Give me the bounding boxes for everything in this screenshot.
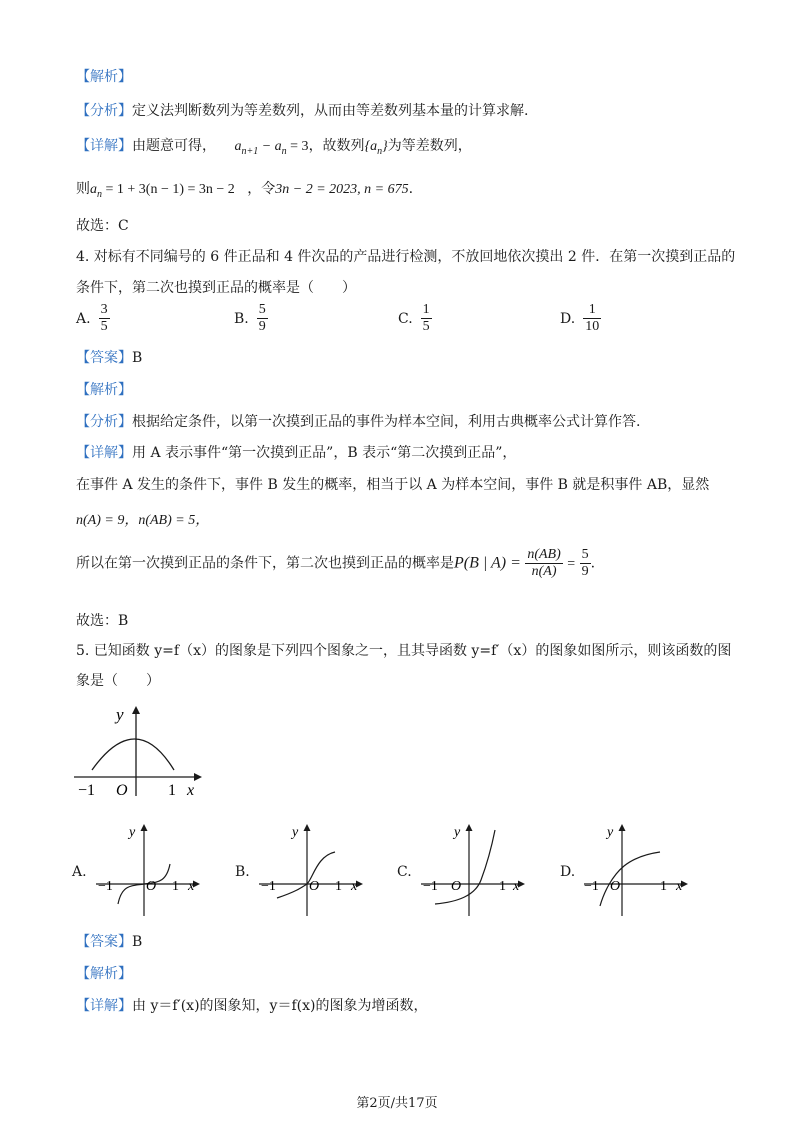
option-label: B. <box>234 310 249 327</box>
q4-detail <box>76 442 516 462</box>
q5-option-b-label: B. <box>235 864 250 880</box>
tick-one: 1 <box>335 879 342 894</box>
y-axis-arrow <box>132 706 140 714</box>
q4-analysis <box>76 411 640 431</box>
origin-label: O <box>309 879 320 894</box>
y-label: y <box>129 825 136 840</box>
x-label: x <box>351 879 358 894</box>
tick-neg-one: −1 <box>423 879 438 894</box>
option-fraction: $\frac{1}{10}$ <box>585 302 600 334</box>
formula-line <box>76 178 413 200</box>
q5-option-c-label: C. <box>397 864 412 880</box>
detail-text-2: ，故数列 <box>308 138 365 154</box>
conditional-probability: P(B | A) = <box>454 554 521 572</box>
y-label: y <box>607 825 614 840</box>
tick-neg-one: −1 <box>98 879 113 894</box>
probability-fraction: $\frac{n(AB)}{n(A)}$ <box>527 547 561 579</box>
analysis-text: 定义法判断数列为等差数列，从而由等差数列基本量的计算求解. <box>132 103 529 119</box>
detail-text: 由 y＝f′(x)的图象知，y＝f(x)的图象为增函数， <box>132 998 428 1014</box>
q4-detail-line3: n(A) = 9，n(AB) = 5， <box>76 513 210 528</box>
option-fraction: $\frac{5}{9}$ <box>258 302 266 334</box>
origin-label: O <box>116 782 128 799</box>
y-axis-arrow <box>304 824 311 831</box>
q4-option-b <box>234 302 268 335</box>
formula-prefix: 则 <box>76 181 90 197</box>
detail-text: 用 A 表示事件“第一次摸到正品”，B 表示“第二次摸到正品”， <box>132 445 517 461</box>
tag-detail: 【详解】 <box>76 998 132 1014</box>
origin-label: O <box>451 879 462 894</box>
general-term-formula: $a_n = 1 + 3(n - 1) = 3n - 2$ <box>90 182 235 200</box>
detail-text: 由题意可得， <box>132 138 216 154</box>
detail-text: 所以在第一次摸到正品的条件下，第二次也摸到正品的概率是 <box>76 555 454 572</box>
q4-stem-line2: 条件下，第二次也摸到正品的概率是（ ） <box>76 280 356 296</box>
sentence-end: . <box>590 555 596 572</box>
option-label: A. <box>76 310 91 327</box>
tag-detail: 【详解】 <box>76 445 132 461</box>
tick-neg-one: −1 <box>78 782 96 799</box>
option-b-graph <box>255 820 367 920</box>
solve-equation: 3n − 2 = 2023, n = 675 <box>275 182 409 197</box>
x-label: x <box>188 879 195 894</box>
q5-option-a-label: A. <box>72 864 87 880</box>
answer-value: B <box>132 934 143 950</box>
tag-analysis-sub: 【分析】 <box>76 414 132 430</box>
tag-analysis-sub: 【分析】 <box>76 103 132 119</box>
result-fraction: $\frac{5}{9}$ <box>581 547 589 579</box>
option-label: D. <box>560 310 576 327</box>
q4-option-c <box>398 302 432 335</box>
option-label: C. <box>398 310 413 327</box>
q4-stem-line1: 4. 对标有不同编号的 6 件正品和 4 件次品的产品进行检测，不放回地依次摸出 2 件．在第一次摸到正品的 <box>76 249 736 265</box>
tick-neg-one: −1 <box>584 879 599 894</box>
y-axis-arrow <box>466 824 473 831</box>
sequence-symbol: $\{a_n\}$ <box>364 139 388 157</box>
tick-one: 1 <box>168 782 176 799</box>
tag-analysis: 【解析】 <box>76 69 132 85</box>
x-label: x <box>676 879 683 894</box>
x-axis-arrow <box>194 773 202 781</box>
tick-one: 1 <box>660 879 667 894</box>
origin-label: O <box>146 879 157 894</box>
y-label: y <box>454 825 461 840</box>
answer-value: B <box>132 350 143 366</box>
curve <box>435 830 495 904</box>
q4-answer <box>76 347 142 367</box>
q4-detail-line2: 在事件 A 发生的条件下，事件 B 发生的概率，相当于以 A 为样本空间，事件 B 就是积事件 AB，显然 <box>76 477 710 493</box>
analysis-paragraph <box>76 100 528 120</box>
equals-sign: = <box>567 556 576 572</box>
tag-answer: 【答案】 <box>76 934 132 950</box>
q4-option-a <box>76 302 110 335</box>
detail-text-3: 为等差数列， <box>387 138 472 154</box>
tick-one: 1 <box>499 879 506 894</box>
y-label: y <box>292 825 299 840</box>
formula-end: . <box>408 181 414 197</box>
q5-option-d-label: D. <box>560 864 576 880</box>
curve <box>277 852 335 898</box>
answer-choice-q3: 故选：C <box>76 218 129 234</box>
analysis-text: 根据给定条件，以第一次摸到正品的事件为样本空间，利用古典概率公式计算作答. <box>132 414 641 430</box>
tag-analysis: 【解析】 <box>76 966 132 982</box>
q5-detail <box>76 995 427 1015</box>
y-label: y <box>116 705 124 724</box>
tag-detail: 【详解】 <box>76 138 132 154</box>
option-fraction: $\frac{1}{5}$ <box>422 302 430 334</box>
recurrence-formula: $a_{n+1} - a_n = 3$ <box>234 139 309 157</box>
derivative-curve <box>92 739 174 770</box>
y-axis-arrow <box>619 824 626 831</box>
x-label: x <box>187 782 195 799</box>
y-axis-arrow <box>141 824 148 831</box>
option-fraction: $\frac{3}{5}$ <box>100 302 108 334</box>
formula-mid: ，令 <box>247 181 276 197</box>
answer-choice-q4: 故选：B <box>76 613 129 629</box>
tag-answer: 【答案】 <box>76 350 132 366</box>
page-footer: 第2页/共17页 <box>356 1096 438 1111</box>
x-label: x <box>513 879 520 894</box>
tick-neg-one: −1 <box>261 879 276 894</box>
option-c-graph <box>417 820 529 920</box>
q5-stem-line2: 象是（ ） <box>76 673 160 689</box>
derivative-graph <box>70 700 210 800</box>
curve <box>600 852 660 906</box>
q4-detail-line4 <box>76 547 595 580</box>
detail-paragraph <box>76 135 472 157</box>
tag-analysis: 【解析】 <box>76 382 132 398</box>
option-d-graph <box>580 820 692 920</box>
q5-answer <box>76 931 142 951</box>
q4-option-d <box>560 302 601 335</box>
option-a-graph <box>92 820 204 920</box>
origin-label: O <box>610 879 621 894</box>
tick-one: 1 <box>172 879 179 894</box>
q5-stem-line1: 5. 已知函数 y=f（x）的图象是下列四个图象之一，且其导函数 y=f′（x）的图象如图所示，则该函数的图 <box>76 643 732 659</box>
